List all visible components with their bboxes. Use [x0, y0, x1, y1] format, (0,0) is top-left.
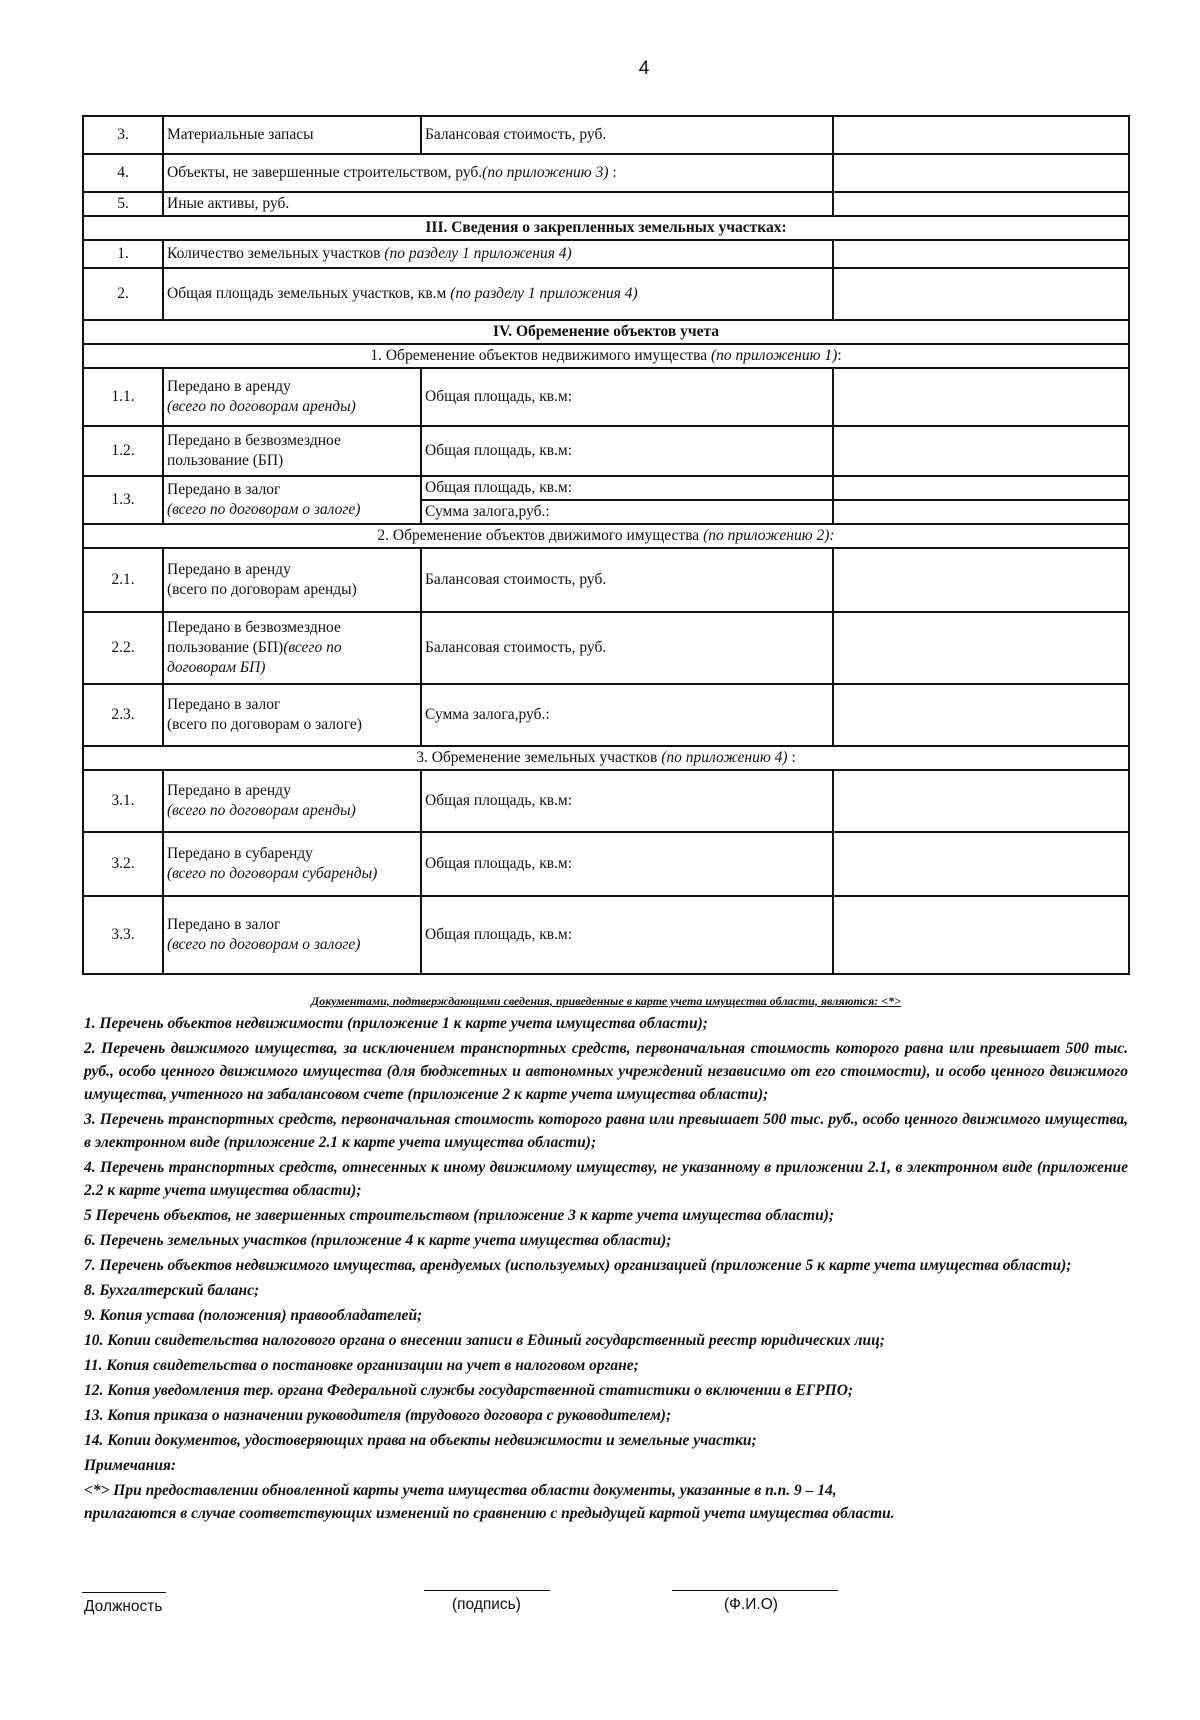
- list-item: 11. Копия свидетельства о постановке организации на учет в налоговом органе;: [84, 1357, 639, 1374]
- row-label: Передано в аренду (всего по договорам аренды): [163, 770, 421, 832]
- value-cell[interactable]: [833, 240, 1129, 268]
- row-label: Передано в залог (всего по договорам о залоге): [163, 896, 421, 974]
- list-item: 9. Копия устава (положения) правообладателей;: [84, 1307, 423, 1324]
- value-cell[interactable]: [833, 832, 1129, 896]
- row-number: 1.3.: [83, 476, 163, 524]
- row-measure: Балансовая стоимость, руб.: [421, 548, 833, 612]
- table-row: [83, 154, 1129, 192]
- row-label: Иные активы, руб.: [163, 192, 833, 216]
- row-number: 2.2.: [83, 612, 163, 684]
- section-4-title: IV. Обременение объектов учета: [83, 320, 1129, 344]
- row-measure: Общая площадь, кв.м:: [421, 896, 833, 974]
- list-item: 1. Перечень объектов недвижимости (приложение 1 к карте учета имущества области);: [84, 1015, 708, 1032]
- row-number: 1.2.: [83, 426, 163, 476]
- position-line[interactable]: [82, 1592, 166, 1593]
- row-label: Передано в аренду (всего по договорам аренды): [163, 368, 421, 426]
- list-item: 2. Перечень движимого имущества, за исключением транспортных средств, первоначальная стоимость которого равна или превышает 500 тыс. руб., особо ценного движимого имущества (для бюджетных и автономных учреждений независимо от его стоимости), и особо ценного движимого имущества, учтенного на забалансовом счете (приложение 2 к карте учета имущества области);: [84, 1040, 1128, 1103]
- list-item: 12. Копия уведомления тер. органа Федеральной службы государственной статистики о включении в ЕГРПО;: [84, 1382, 854, 1399]
- table-row: [83, 476, 1129, 500]
- value-cell[interactable]: [833, 116, 1129, 154]
- notes-label: Примечания:: [84, 1457, 176, 1474]
- documents-heading: Документами, подтверждающими сведения, приведенные в карте учета имущества области, являются: <*>: [311, 994, 901, 1008]
- row-number: 1.: [83, 240, 163, 268]
- value-cell[interactable]: [833, 500, 1129, 524]
- signature-line[interactable]: [424, 1590, 550, 1591]
- row-measure: Балансовая стоимость, руб.: [421, 612, 833, 684]
- fio-label: (Ф.И.О): [724, 1596, 778, 1613]
- row-measure: Общая площадь, кв.м:: [421, 770, 833, 832]
- row-number: 3.1.: [83, 770, 163, 832]
- table-row: [83, 240, 1129, 268]
- list-item: 10. Копии свидетельства налогового органа о внесении записи в Единый государственный реестр юридических лиц;: [84, 1332, 885, 1349]
- row-label: Передано в безвозмездное пользование (БП): [163, 426, 421, 476]
- list-item: 7. Перечень объектов недвижимого имущества, арендуемых (используемых) организацией (приложение 5 к карте учета имущества области);: [84, 1257, 1072, 1274]
- value-cell[interactable]: [833, 896, 1129, 974]
- row-measure: Сумма залога,руб.:: [421, 500, 833, 524]
- row-label: Передано в залог (всего по договорам о залоге): [163, 476, 421, 524]
- table-row: [83, 268, 1129, 320]
- row-label: Передано в аренду (всего по договорам аренды): [163, 548, 421, 612]
- row-measure: Балансовая стоимость, руб.: [421, 116, 833, 154]
- subsection-3-title: 3. Обременение земельных участков (по приложению 4) :: [83, 746, 1129, 770]
- value-cell[interactable]: [833, 684, 1129, 746]
- documents-list: [84, 992, 1128, 1527]
- list-item: 14. Копии документов, удостоверяющих права на объекты недвижимости и земельные участки;: [84, 1432, 757, 1449]
- table-row: [83, 548, 1129, 612]
- table-row: [83, 426, 1129, 476]
- value-cell[interactable]: [833, 770, 1129, 832]
- table-row: [83, 116, 1129, 154]
- row-label: Материальные запасы: [163, 116, 421, 154]
- table-row: [83, 832, 1129, 896]
- row-number: 2.: [83, 268, 163, 320]
- row-label: Количество земельных участков (по разделу 1 приложения 4): [163, 240, 833, 268]
- subsection-2-title: 2. Обременение объектов движимого имущества (по приложению 2):: [83, 524, 1129, 548]
- section-3-title: III. Сведения о закрепленных земельных участках:: [83, 216, 1129, 240]
- value-cell[interactable]: [833, 476, 1129, 500]
- position-label: Должность: [84, 1598, 163, 1615]
- signature-label: (подпись): [452, 1596, 521, 1613]
- fio-line[interactable]: [672, 1590, 838, 1591]
- table-row: [83, 368, 1129, 426]
- list-item: 8. Бухгалтерский баланс;: [84, 1282, 260, 1299]
- value-cell[interactable]: [833, 154, 1129, 192]
- table-row: [83, 770, 1129, 832]
- table-row: [83, 684, 1129, 746]
- table-row: [83, 896, 1129, 974]
- value-cell[interactable]: [833, 268, 1129, 320]
- list-item: 3. Перечень транспортных средств, первоначальная стоимость которого равна или превышает 500 тыс. руб., особо ценного движимого имущества, в электронном виде (приложение 2.1 к карте учета имущества области);: [84, 1111, 1128, 1151]
- list-item: 4. Перечень транспортных средств, отнесенных к иному движимому имуществу, не указанному в приложении 2.1, в электронном виде (приложение 2.2 к карте учета имущества области);: [84, 1159, 1128, 1199]
- row-label: Общая площадь земельных участков, кв.м (по разделу 1 приложения 4): [163, 268, 833, 320]
- row-label: Передано в субаренду (всего по договорам субаренды): [163, 832, 421, 896]
- property-table: [82, 115, 1130, 975]
- row-number: 3.3.: [83, 896, 163, 974]
- note-line: прилагаются в случае соответствующих изменений по сравнению с предыдущей картой учета имущества области.: [84, 1505, 895, 1522]
- row-label: Объекты, не завершенные строительством, руб.(по приложению 3) :: [163, 154, 833, 192]
- row-measure: Общая площадь, кв.м:: [421, 476, 833, 500]
- value-cell[interactable]: [833, 612, 1129, 684]
- value-cell[interactable]: [833, 426, 1129, 476]
- row-number: 5.: [83, 192, 163, 216]
- value-cell[interactable]: [833, 368, 1129, 426]
- row-label: Передано в безвозмездное пользование (БП)(всего по договорам БП): [163, 612, 421, 684]
- subsection-1-title: 1. Обременение объектов недвижимого имущества (по приложению 1):: [83, 344, 1129, 368]
- row-number: 2.1.: [83, 548, 163, 612]
- value-cell[interactable]: [833, 548, 1129, 612]
- row-number: 4.: [83, 154, 163, 192]
- value-cell[interactable]: [833, 192, 1129, 216]
- row-number: 2.3.: [83, 684, 163, 746]
- table-row: [83, 192, 1129, 216]
- list-item: 13. Копия приказа о назначении руководителя (трудового договора с руководителем);: [84, 1407, 672, 1424]
- row-measure: Сумма залога,руб.:: [421, 684, 833, 746]
- row-label: Передано в залог (всего по договорам о залоге): [163, 684, 421, 746]
- page-number: 4: [638, 58, 650, 79]
- row-measure: Общая площадь, кв.м:: [421, 426, 833, 476]
- row-number: 1.1.: [83, 368, 163, 426]
- note-line: <*> При предоставлении обновленной карты учета имущества области документы, указанные в п.п. 9 – 14,: [84, 1482, 837, 1499]
- row-measure: Общая площадь, кв.м:: [421, 832, 833, 896]
- list-item: 6. Перечень земельных участков (приложение 4 к карте учета имущества области);: [84, 1232, 672, 1249]
- row-measure: Общая площадь, кв.м:: [421, 368, 833, 426]
- row-number: 3.: [83, 116, 163, 154]
- list-item: 5 Перечень объектов, не завершенных строительством (приложение 3 к карте учета имущества области);: [84, 1207, 835, 1224]
- table-row: [83, 612, 1129, 684]
- row-number: 3.2.: [83, 832, 163, 896]
